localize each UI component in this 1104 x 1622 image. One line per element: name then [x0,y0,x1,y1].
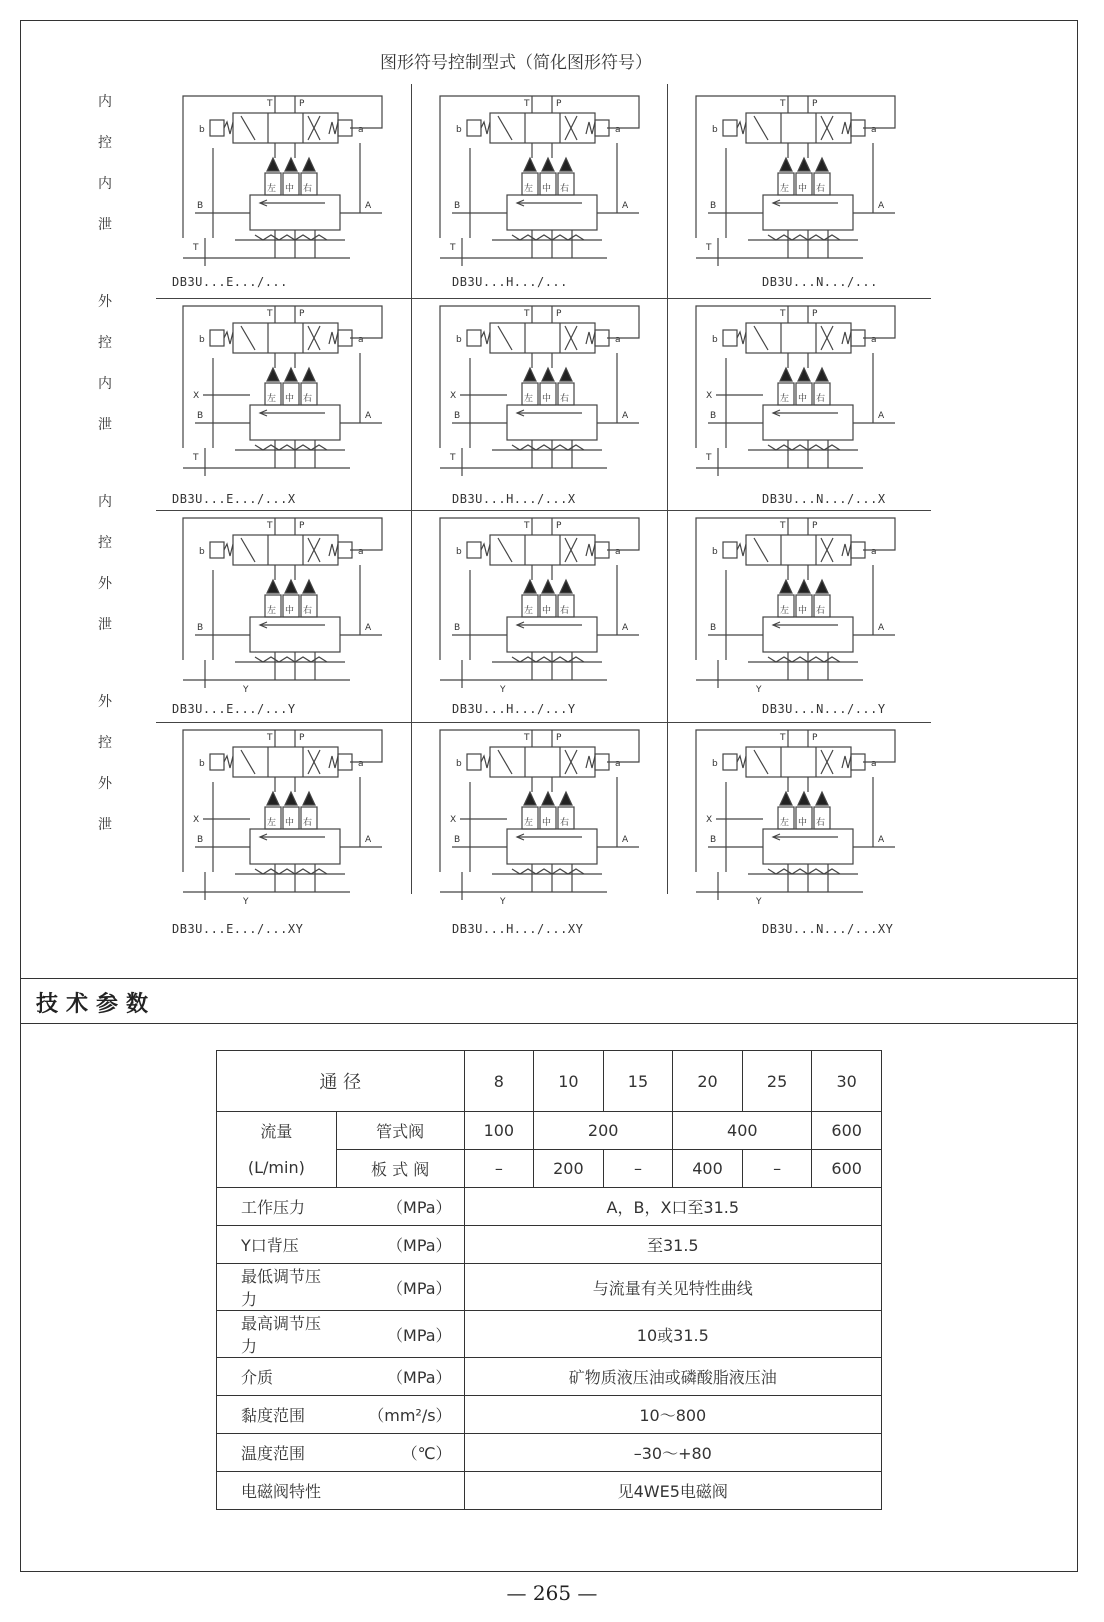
param-label: 黏度范围 [217,1396,337,1434]
port-label-a: a [358,125,364,135]
hydraulic-symbol-diagram [175,298,390,483]
label-left: 左 [267,394,277,404]
port-label-b: b [456,335,462,345]
port-label-T: T [267,309,273,319]
label-left: 左 [267,818,277,828]
caption-r4-c3: DB3U...N.../...XY [762,922,894,936]
port-label-A: A [622,623,629,633]
port-label-T: T [524,309,530,319]
param-value: 10～800 [464,1396,881,1434]
port-label-T-drain: T [450,453,456,463]
hydraulic-symbol-diagram [688,88,903,273]
label-mid: 中 [542,606,552,616]
caption-r3-c3: DB3U...N.../...Y [762,702,886,716]
port-label-A: A [365,835,372,845]
label-right: 右 [303,184,313,194]
size-cell: 25 [742,1051,812,1112]
port-label-P: P [812,733,818,743]
label-mid: 中 [542,818,552,828]
caption-r3-c1: DB3U...E.../...Y [172,702,296,716]
caption-r4-c1: DB3U...E.../...XY [172,922,304,936]
label-mid: 中 [798,394,808,404]
port-label-T: T [524,521,530,531]
param-unit: （MPa） [336,1358,464,1396]
port-label-b: b [456,125,462,135]
label-left: 左 [524,394,534,404]
port-label-T: T [267,521,273,531]
port-label-a: a [615,335,621,345]
label-mid: 中 [542,184,552,194]
label-right: 右 [303,606,313,616]
port-label-P: P [812,99,818,109]
port-label-A: A [365,201,372,211]
port-label-X: X [193,391,200,401]
port-label-P: P [299,733,305,743]
caption-r2-c2: DB3U...H.../...X [452,492,576,506]
table-row [217,1188,882,1226]
flow-value: 600 [812,1112,882,1150]
symbol-diagram-r1-c3 [688,88,903,273]
port-label-P: P [299,309,305,319]
flow-value: 100 [464,1112,534,1150]
symbol-diagram-r1-c2 [432,88,647,273]
port-label-T: T [524,99,530,109]
port-label-A: A [878,623,885,633]
flow-value: – [464,1150,534,1188]
port-label-a: a [358,759,364,769]
param-value: A，B，X口至31.5 [464,1188,881,1226]
param-unit: （℃） [336,1434,464,1472]
label-left: 左 [267,184,277,194]
port-label-P: P [299,521,305,531]
port-label-B: B [197,201,204,211]
port-label-B: B [197,623,204,633]
flow-value: 200 [534,1150,604,1188]
section-bar [20,978,1078,1024]
label-right: 右 [560,184,570,194]
table-row [217,1396,882,1434]
symbol-diagram-r4-c3 [688,722,903,907]
label-left: 左 [780,184,790,194]
caption-r4-c2: DB3U...H.../...XY [452,922,584,936]
port-label-A: A [365,411,372,421]
port-label-b: b [712,335,718,345]
param-label: 温度范围 [217,1434,337,1472]
flow-label: 流量 [260,1121,293,1141]
symbol-diagram-r4-c2 [432,722,647,907]
port-label-b: b [456,547,462,557]
label-mid: 中 [798,606,808,616]
port-label-T-drain: T [193,453,199,463]
caption-r2-c3: DB3U...N.../...X [762,492,886,506]
port-label-b: b [199,547,205,557]
row-label-3: 内 控 外 泄 [98,494,112,633]
port-label-A: A [622,411,629,421]
port-label-X: X [450,391,457,401]
caption-r1-c2: DB3U...H.../... [452,275,568,289]
label-right: 右 [560,606,570,616]
port-label-b: b [199,125,205,135]
hydraulic-symbol-diagram [688,298,903,483]
port-label-a: a [615,547,621,557]
param-label: 介质 [217,1358,337,1396]
label-right: 右 [303,818,313,828]
port-label-T-drain: T [706,453,712,463]
label-left: 左 [524,818,534,828]
tech-params-table [216,1050,882,1510]
symbol-diagram-r2-c2 [432,298,647,483]
port-label-Y: Y [500,685,506,695]
hydraulic-symbol-diagram [688,510,903,695]
port-label-B: B [454,835,461,845]
port-label-a: a [358,335,364,345]
table-row [217,1472,882,1510]
port-label-A: A [878,835,885,845]
flow-value: 400 [673,1112,812,1150]
row-label-1: 内 控 内 泄 [98,94,112,233]
label-mid: 中 [285,606,295,616]
label-right: 右 [816,606,826,616]
pipe-label: 管式阀 [336,1112,464,1150]
label-left: 左 [267,606,277,616]
table-row [217,1112,882,1150]
port-label-A: A [878,201,885,211]
label-mid: 中 [285,184,295,194]
symbol-diagram-r1-c1 [175,88,390,273]
hydraulic-symbol-diagram [175,88,390,273]
port-label-T: T [780,99,786,109]
port-label-T-drain: T [706,243,712,253]
table-row [217,1264,882,1311]
port-label-P: P [299,99,305,109]
port-label-b: b [712,125,718,135]
port-label-A: A [622,201,629,211]
port-label-T: T [780,733,786,743]
section-title: 技术参数 [36,992,157,1017]
label-right: 右 [816,394,826,404]
port-label-b: b [199,335,205,345]
table-row [217,1434,882,1472]
port-label-P: P [556,309,562,319]
port-label-T-drain: T [450,243,456,253]
label-left: 左 [780,818,790,828]
table-row [217,1311,882,1358]
port-label-T: T [780,521,786,531]
label-mid: 中 [798,818,808,828]
flow-unit: (L/min) [247,1157,305,1177]
flow-value: 600 [812,1150,882,1188]
port-label-X: X [450,815,457,825]
port-label-X: X [193,815,200,825]
label-left: 左 [780,606,790,616]
hydraulic-symbol-diagram [432,510,647,695]
hydraulic-symbol-diagram [688,722,903,907]
port-label-a: a [358,547,364,557]
port-label-a: a [871,335,877,345]
table-row [217,1358,882,1396]
caption-r2-c1: DB3U...E.../...X [172,492,296,506]
table-row [217,1051,882,1112]
port-label-b: b [456,759,462,769]
port-label-P: P [556,733,562,743]
hydraulic-symbol-diagram [432,298,647,483]
param-label: Y口背压 [217,1226,337,1264]
row-label-2: 外 控 内 泄 [98,294,112,433]
size-cell: 8 [464,1051,534,1112]
hydraulic-symbol-diagram [432,88,647,273]
table-row [217,1226,882,1264]
symbol-diagram-r3-c1 [175,510,390,695]
port-label-A: A [365,623,372,633]
port-label-X: X [706,815,713,825]
header-label: 通 径 [217,1051,465,1112]
port-label-P: P [556,521,562,531]
hydraulic-symbol-diagram [432,722,647,907]
port-label-Y: Y [756,685,762,695]
label-left: 左 [524,606,534,616]
port-label-A: A [878,411,885,421]
flow-value: 400 [673,1150,743,1188]
label-right: 右 [560,818,570,828]
port-label-B: B [710,835,717,845]
param-unit: （mm²/s） [336,1396,464,1434]
symbol-diagram-r3-c2 [432,510,647,695]
symbol-diagram-r2-c1 [175,298,390,483]
symbols-title: 图形符号控制型式（简化图形符号） [380,53,652,73]
page-number: — 265 — [506,1581,598,1605]
caption-r3-c2: DB3U...H.../...Y [452,702,576,716]
port-label-B: B [710,201,717,211]
port-label-Y: Y [500,897,506,907]
port-label-a: a [871,759,877,769]
label-mid: 中 [285,818,295,828]
port-label-a: a [615,759,621,769]
port-label-B: B [454,623,461,633]
port-label-a: a [871,125,877,135]
port-label-b: b [199,759,205,769]
label-mid: 中 [542,394,552,404]
port-label-b: b [712,759,718,769]
label-left: 左 [524,184,534,194]
port-label-P: P [812,521,818,531]
label-right: 右 [303,394,313,404]
param-value: 10或31.5 [464,1311,881,1358]
param-unit: （MPa） [336,1264,464,1311]
port-label-Y: Y [243,897,249,907]
grid-divider-1 [411,84,412,894]
port-label-P: P [812,309,818,319]
symbol-diagram-r3-c3 [688,510,903,695]
symbol-diagram-r4-c1 [175,722,390,907]
param-value: 与流量有关见特性曲线 [464,1264,881,1311]
port-label-X: X [706,391,713,401]
caption-r1-c3: DB3U...N.../... [762,275,878,289]
param-label: 最高调节压力 [217,1311,337,1358]
port-label-b: b [712,547,718,557]
param-unit: （MPa） [336,1188,464,1226]
size-cell: 20 [673,1051,743,1112]
port-label-T: T [267,99,273,109]
param-value: –30～+80 [464,1434,881,1472]
label-mid: 中 [285,394,295,404]
port-label-B: B [454,201,461,211]
flow-value: – [603,1150,673,1188]
port-label-T: T [780,309,786,319]
param-label: 电磁阀特性 [217,1472,337,1510]
param-value: 见4WE5电磁阀 [464,1472,881,1510]
symbol-diagram-r2-c3 [688,298,903,483]
port-label-a: a [871,547,877,557]
port-label-Y: Y [243,685,249,695]
flow-label-cell [217,1112,337,1188]
param-unit: （MPa） [336,1226,464,1264]
param-unit [336,1472,464,1510]
label-right: 右 [816,184,826,194]
port-label-T: T [267,733,273,743]
size-cell: 10 [534,1051,604,1112]
grid-divider-2 [667,84,668,894]
row-label-4: 外 控 外 泄 [98,694,112,833]
size-cell: 30 [812,1051,882,1112]
hydraulic-symbol-diagram [175,510,390,695]
port-label-B: B [454,411,461,421]
flow-value: 200 [534,1112,673,1150]
size-cell: 15 [603,1051,673,1112]
port-label-P: P [556,99,562,109]
port-label-T-drain: T [193,243,199,253]
label-left: 左 [780,394,790,404]
label-right: 右 [816,818,826,828]
port-label-T: T [524,733,530,743]
port-label-Y: Y [756,897,762,907]
plate-label: 板 式 阀 [336,1150,464,1188]
param-value: 矿物质液压油或磷酸脂液压油 [464,1358,881,1396]
label-mid: 中 [798,184,808,194]
hydraulic-symbol-diagram [175,722,390,907]
caption-r1-c1: DB3U...E.../... [172,275,288,289]
param-value: 至31.5 [464,1226,881,1264]
label-right: 右 [560,394,570,404]
port-label-a: a [615,125,621,135]
port-label-B: B [197,835,204,845]
port-label-B: B [197,411,204,421]
flow-value: – [742,1150,812,1188]
port-label-B: B [710,411,717,421]
param-unit: （MPa） [336,1311,464,1358]
param-label: 工作压力 [217,1188,337,1226]
port-label-B: B [710,623,717,633]
port-label-A: A [622,835,629,845]
param-label: 最低调节压力 [217,1264,337,1311]
